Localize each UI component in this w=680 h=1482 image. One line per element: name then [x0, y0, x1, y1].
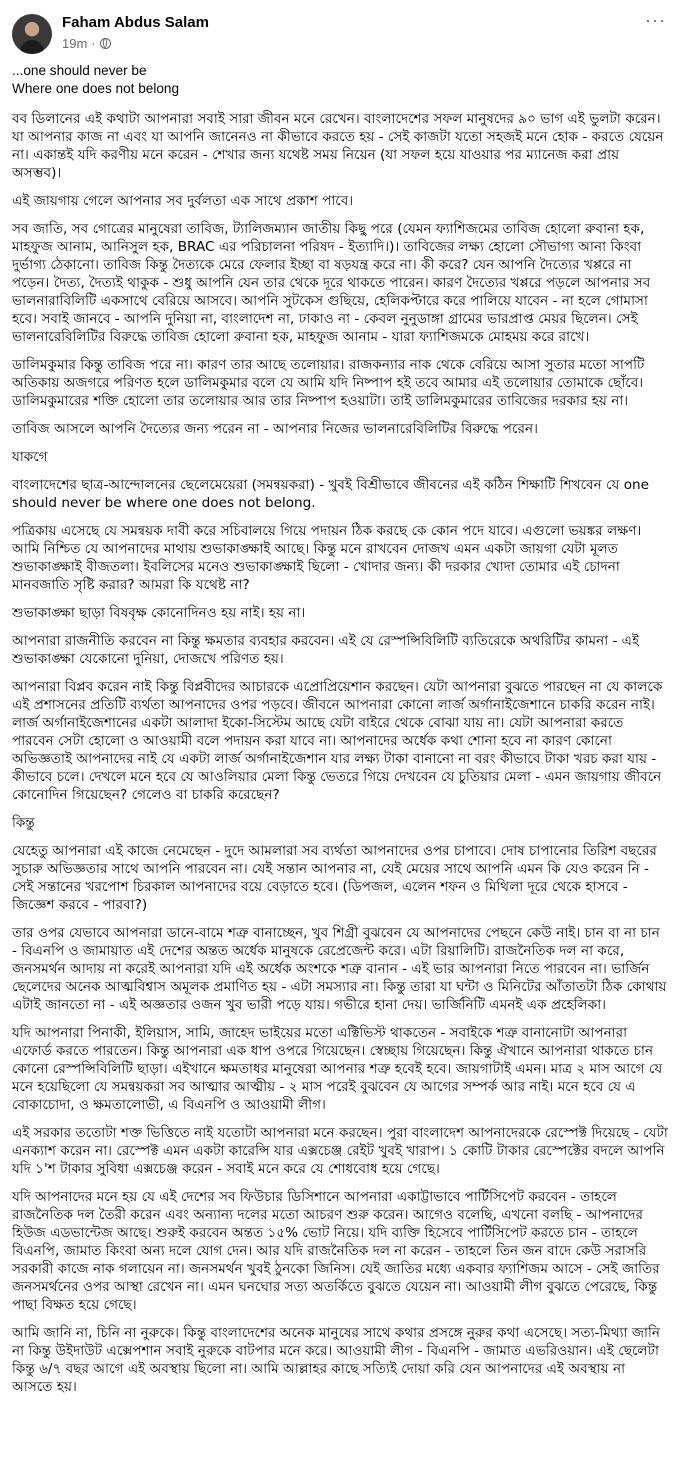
post-body	[12, 62, 668, 1406]
paragraph: পত্রিকায় এসেছে যে সমন্বয়ক দাবী করে সচিবালয়ে গিয়ে পদায়ন ঠিক করছে কে কোন পদে যাবে। এগুলো ভয়ঙ্কর লক্ষণ। আমি নিশ্চিত যে আপনাদের মাথায় শুভাকাঙ্ক্ষাই আছে। কিন্তু মনে রাখবেন দোজখ এমন একটা জায়গা যেটা মূলত শুভাকাঙ্ক্ষাই বীজতলা। ইবলিসের মনেও শুভাকাঙ্ক্ষাই ছিলো - খোদার জন্য। কী দরকার খোদা তোমার এই চোদনা মানবজাতি সৃষ্টি করার? আমরা কি যথেষ্ট না?	[12, 523, 642, 593]
author-name[interactable]: Faham Abdus Salam	[62, 14, 209, 31]
author-avatar[interactable]	[12, 14, 52, 54]
post-meta	[62, 36, 111, 51]
paragraph: এই জায়গায় গেলে আপনার সব দুর্বলতা এক সাথে প্রকাশ পাবে।	[12, 193, 354, 209]
paragraph: আপনারা রাজনীতি করবেন না কিন্তু ক্ষমতার ব্যবহার করবেন। এই যে রেস্পন্সিবিলিটি ব্যতিরেকে অথরিটির কামনা - এই শুভাকাঙ্ক্ষা যেকোনো দুনিয়া, দোজখে পরিণত হয়।	[12, 633, 640, 667]
paragraph: আপনারা বিপ্লব করেন নাই কিন্তু বিপ্লবীদের আচারকে এপ্রোপ্রিয়েশান করছেন। যেটা আপনারা বুঝতে পারছেন না যে কালকে এই প্রশাসনের প্রতিটি ব্যর্থতা আপনাদের ওপর পড়বে। জীবনে আপনারা কোনো লার্জ অর্গানাইজেশানে চাকরি করেন নাই। লার্জ অর্গানাইজেশানের একটা আলাদা ইকো-সিস্টেম আছে যেটা বাইরে থেকে বোঝা যায় না। যেটা আপনারা করতে পারবেন সেটা হোলো ও আওয়ামী বলে পদায়ন করা যাবে না। আপনাদের অর্ধেক কথা শোনা হবে না কারণ কোনো অভিজ্ঞতাই আপনাদের নাই যে একটা লার্জ অর্গানাইজেশান যার লক্ষ্য টাকা বানানো না বরং কীভাবে টাকা খরচ করা যায় - কীভাবে চলে। দেখলে মনে হবে যে আওলিয়ার মেলা কিন্তু ভেতরে গিয়ে দেখবেন যে চুতিয়ার মেলা - এমন জায়গায় জীবনে কোনোদিন গিয়েছেন? গেলেও বা চাকরি করেছেন?	[12, 679, 663, 803]
post-time[interactable]: 19m	[62, 36, 88, 51]
paragraph: যেহেতু আপনারা এই কাজে নেমেছেন - দুদে আমলারা সব ব্যর্থতা আপনাদের ওপর চাপাবে। দোষ চাপানোর তিরিশ বছরের সুচারু অভিজ্ঞতার সাথে আপনি পারবেন না। যেই সন্তান আপনার না, যেই মেয়ের সাথে আপনি এমন কি যেও করেন নি - সেই সন্তানের খরপোশ চিরকাল আপনাদের বয়ে বেড়াতে হবে। (ডিপজল, এলেন শফন ও মিথিলা দূরে থেকে হাসবে - জিজ্ঞেশ করবে - পারবা?)	[12, 843, 657, 913]
paragraph: যাকগে	[12, 449, 48, 465]
quote-block	[12, 62, 668, 98]
meta-separator: ·	[91, 36, 96, 51]
paragraph: তাবিজ আসলে আপনি দৈত্যের জন্য পরেন না - আপনার নিজের ভালনারেবিলিটির বিরুদ্ধে পরেন।	[12, 421, 538, 437]
quote-line: Where one does not belong	[12, 81, 180, 96]
paragraph: আমি জানি না, চিনি না নুরুকে। কিন্তু বাংলাদেশের অনেক মানুষের সাথে কথার প্রসঙ্গে নুরুর কথা এসেছে। সত্য-মিথ্যা জানি না কিন্তু উইদাউট এক্সেপশান সবাই নুরুকে বাটপার মনে করে। আওয়ামী লীগ - বিএনপি - জামাত এভরিওয়ান। এই ছেলেটা কিন্তু ৬/৭ বছর আগে এই অবস্থায় ছিলো না। আমি আল্লাহর কাছে সত্যিই দোয়া করি যেন আপনাদের এই অবস্থায় না আসতে হয়।	[12, 1325, 660, 1395]
paragraph: সব জাতি, সব গোত্রের মানুষেরা তাবিজ, ট্যালিজম্যান জাতীয় কিছু পরে (যেমন ফ্যাশিজমের তাবিজ হোলো রুবানা হক, মাহফুজ আনাম, আনিসুল হক, BRAC এর পরিচালনা পরিষদ - ইত্যাদি।)। তাবিজের লক্ষ্য হোলো সৌভাগ্য আনা কিংবা দুর্ভাগ্য ঠেকানো। তাবিজ কিন্তু দৈত্যকে মেরে ফেলার ইচ্ছা বা ষড়যন্ত্র করে না। কী করে? যেন আপনি দৈত্যের খপ্পরে না পড়েন। দৈত্য, দৈত্যই থাকুক - শুধু আপনি যেন তার থেকে দূরে থাকতে পারেন। কারণ দৈত্যের খপ্পরে পড়লে আপনার সব ভালনারাবিলিটি একসাথে বেরিয়ে আসবে। আপনি সুটকেস গুছিয়ে, হেলিকপ্টারে করে পালিয়ে যাবেন - না হলে গোমাসা হবে। সবাই জানবে - আপনি দুনিয়া না, বাংলাদেশ না, ঢাকাও না - কেবল নুনুডাঙ্গা গ্রামের ভারপ্রাপ্ত মেয়র ছিলেন। সেই ভালনারেবিলিটির বিরুদ্ধে তাবিজ হোলো রুবানা হক, মাহফুজ আনাম - যারা ফ্যাশিজমকে মোহময় করে রাখে।	[12, 221, 651, 345]
paragraph: এই সরকার ততোটা শক্ত ভিত্তিতে নাই যতোটা আপনারা মনে করছেন। পুরা বাংলাদেশ আপনাদেরকে রেস্পেক্ট দিয়েছে - যেটা এনক্যাশ করেন না। রেস্পেক্ট এমন একটা কারেন্সি যার এক্সচেঞ্জ রেইট খুবই খারাপ। ১ কোটি টাকার রেস্পেক্টের বদলে আপনি যদি ১'শ টাকার সুবিধা এক্সচেঞ্জ করেন - সবাই মনে করে যে শোধবোধ হয়ে গেছে।	[12, 1125, 668, 1177]
paragraph: কিন্তু	[12, 815, 35, 831]
paragraph: শুভাকাঙ্ক্ষা ছাড়া বিষবৃক্ষ কোনোদিনও হয় নাই। হয় না।	[12, 605, 306, 621]
more-options-icon[interactable]: ···	[645, 10, 666, 30]
paragraph: বাংলাদেশের ছাত্র-আন্দোলনের ছেলেমেয়েরা (সমন্বয়করা) - খুবই বিশ্রীভাবে জীবনের এই কঠিন শিক্ষাটি শিখবেন যে one should never be where one does not belong.	[12, 477, 649, 511]
paragraph: যদি আপনারা পিনাকী, ইলিয়াস, সামি, জাহেদ ভাইয়ের মতো এক্টিভিস্ট থাকতেন - সবাইকে শত্রু বানানোটা আপনারা এফোর্ড করতে পারতেন। কিন্তু আপনারা এক ধাপ ওপরে গিয়েছেন। স্বেচ্ছায় গিয়েছেন। কিন্তু ঐখানে আপনারা থাকতে চান কোনো রেস্পন্সিবিলিটি ছাড়া। এইখানে ক্ষমতাধর মানুষেরা আপনার শত্রু হবেই হবে। জায়গাটাই এমন। মাত্র ২ মাস আগে যে মনে হয়েছিলো যে সমন্বয়করা সব আত্মার আত্মীয় - ২ মাস পরেই বুঝবেন যে আগের সম্পর্ক আর নাই। মনে হবে যে এ বোকাচোদা, ও ক্ষমতালোভী, এ বিএনপি ও আওয়ামী লীগ।	[12, 1025, 663, 1113]
quote-line: ...one should never be	[12, 63, 147, 78]
paragraph: যদি আপনাদের মনে হয় যে এই দেশের সব ফিউচার ডিসিশানে আপনারা একাট্টাভাবে পার্টিসিপেট করবেন - তাহলে রাজনৈতিক দল তৈরী করেন এবং অন্যান্য দলের মতো আচরণ শুরু করেন। আগেও বলেছি, এখনো বলছি - আপনাদের হিউজ এডভান্টেজ আছে। শুরুই করবেন অন্তত ১৫% ভোট নিয়ে। যদি ব্যক্তি হিসেবে পার্টিসিপেট করতে চান - তাহলে বিএনপি, জামাত কিংবা অন্য দলে যোগ দেন। আর যদি রাজনৈতিক দল না করেন - তাহলে তিন জন বাদে কেউ সরাসরি সরকারী কাজে নাক গলায়েন না। জনসমর্থন খুবই ঠুনকো জিনিস। যেই জাতির মধ্যে একবার ফ্যাশিজম আসে - সেই জাতির জনসমর্থনের ওপর আস্থা রেখেন না। এমন ঘনঘোর সত্য অতর্কিতে বুঝতে যেয়েন না। আওয়ামী লীগ বুঝতে পেরেছে, কিন্তু পাছা বিক্ষত হয়ে গেছে।	[12, 1189, 660, 1313]
paragraph: বব ডিলানের এই কথাটা আপনারা সবাই সারা জীবন মনে রেখেন। বাংলাদেশের সফল মানুষদের ৯০ ভাগ এই ভুলটা করেন। যা আপনার কাজ না এবং যা আপনি জানেনও না কীভাবে করতে হয় - সেই কাজটা যতো সহজই মনে হোক - করতে যেয়েন না। একান্তই যদি করণীয় মনে করেন - শেখার জন্য যথেষ্ট সময় নিয়েন (যা সফল হয়ে যাওয়ার পর ম্যানেজ করা প্রায় অসম্ভব)।	[12, 111, 664, 181]
post-header	[10, 8, 670, 54]
paragraph: ডালিমকুমার কিন্তু তাবিজ পরে না। কারণ তার আছে তলোয়ার। রাজকন্যার নাক থেকে বেরিয়ে আসা সুতার মতো সাপটি অতিকায় অজগরে পরিণত হলে ডালিমকুমার বলে যে আমি যদি নিষ্পাপ হই তবে আমার এই তলোয়ার তোমাকে ছোঁবে। ডালিমকুমারের শক্তি হোলো তার তলোয়ার আর তার নিষ্পাপ হওয়াটা। তাই ডালিমকুমারের তাবিজের দরকার হয় না।	[12, 357, 645, 409]
globe-icon[interactable]	[100, 38, 111, 49]
paragraph: তার ওপর যেভাবে আপনারা ডানে-বামে শত্রু বানাচ্ছেন, খুব শিগ্রী বুঝবেন যে আপনাদের পেছনে কেউ নাই। চান বা না চান - বিএনপি ও জামায়াত এই দেশের অন্তত অর্ধেক মানুষকে রেপ্রেজেন্ট করে। এটা রিয়ালিটি। রাজনৈতিক দল না করে, জনসমর্থন আদায় না করেই আপনারা যদি এই অর্ধেক অংশকে শত্রু বানান - এই ভার আপনারা নিতে পারবেন না। ভার্জিন ছেলেদের অনেক আত্মবিশ্বাস অমূলক প্রমাণিত হয় - এটা সমস্যার না। কিন্তু তারা যা ঘন্টা ও মিনিটের আঁতাতটা ঠিক কোথায় এটাই জানতো না - এই অজ্ঞতার ওজন খুব ভারী পড়ে যায়। গভীরে হানা দেয়। ভার্জিনিটি এমনই এক প্রহেলিকা।	[12, 925, 667, 1013]
